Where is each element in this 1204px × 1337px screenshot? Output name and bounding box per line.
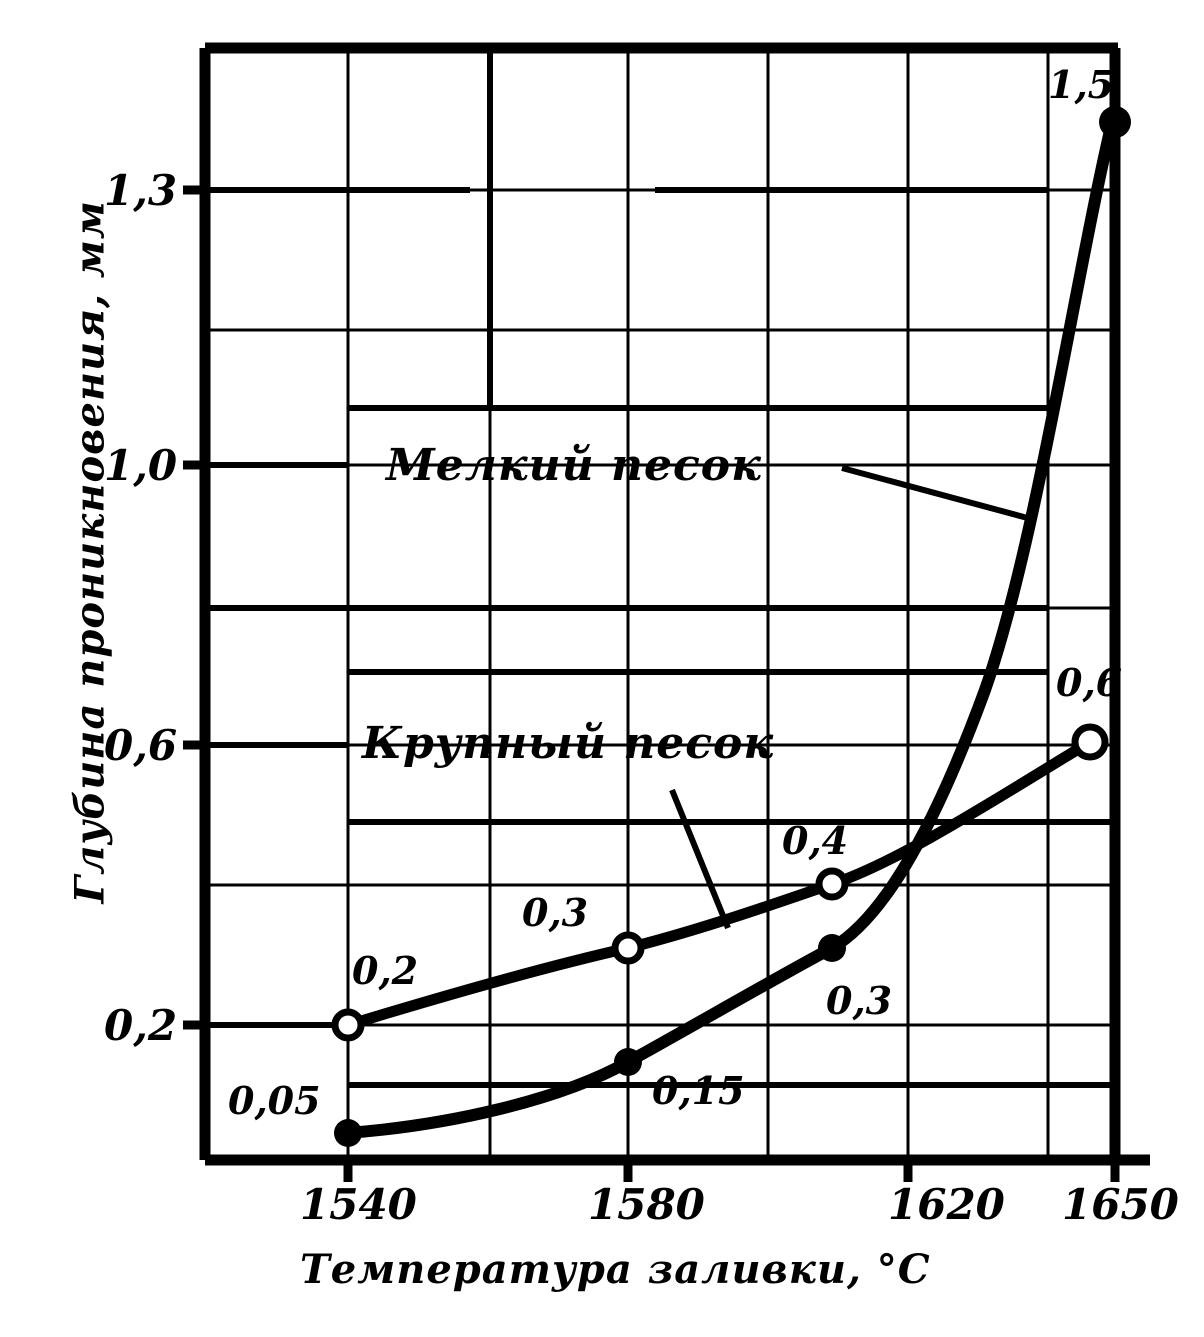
series-label-fine-sand: Мелкий песок bbox=[386, 440, 762, 491]
grid-lines bbox=[205, 48, 1115, 1160]
x-axis-title: Температура заливки, °C bbox=[300, 1246, 931, 1293]
point-label-fine-0-3: 0,3 bbox=[826, 978, 893, 1023]
x-tick-label-1580: 1580 bbox=[588, 1180, 705, 1229]
y-tick-label-1-3: 1,3 bbox=[104, 166, 178, 215]
fine-sand-curve bbox=[348, 122, 1112, 1133]
point-label-coarse-0-3: 0,3 bbox=[522, 890, 589, 935]
grid-lines-bold bbox=[205, 48, 1115, 1085]
point-label-coarse-0-6: 0,6 bbox=[1056, 660, 1123, 705]
y-tick-label-0-6: 0,6 bbox=[104, 721, 178, 770]
point-label-coarse-0-4: 0,4 bbox=[782, 818, 849, 863]
point-label-fine-0-05: 0,05 bbox=[228, 1078, 321, 1123]
y-tick-label-1-0: 1,0 bbox=[104, 441, 178, 490]
x-tick-label-1540: 1540 bbox=[300, 1180, 417, 1229]
point-label-fine-0-15: 0,15 bbox=[652, 1068, 745, 1113]
y-tick-label-0-2: 0,2 bbox=[104, 1001, 178, 1050]
y-axis-title: Глубина проникновения, мм bbox=[66, 200, 114, 904]
x-tick-label-1620: 1620 bbox=[888, 1180, 1005, 1229]
point-label-fine-1-5: 1,5 bbox=[1048, 62, 1115, 107]
x-tick-label-1650: 1650 bbox=[1062, 1180, 1179, 1229]
point-label-coarse-0-2: 0,2 bbox=[352, 948, 419, 993]
series-label-coarse-sand: Крупный песок bbox=[362, 718, 775, 769]
